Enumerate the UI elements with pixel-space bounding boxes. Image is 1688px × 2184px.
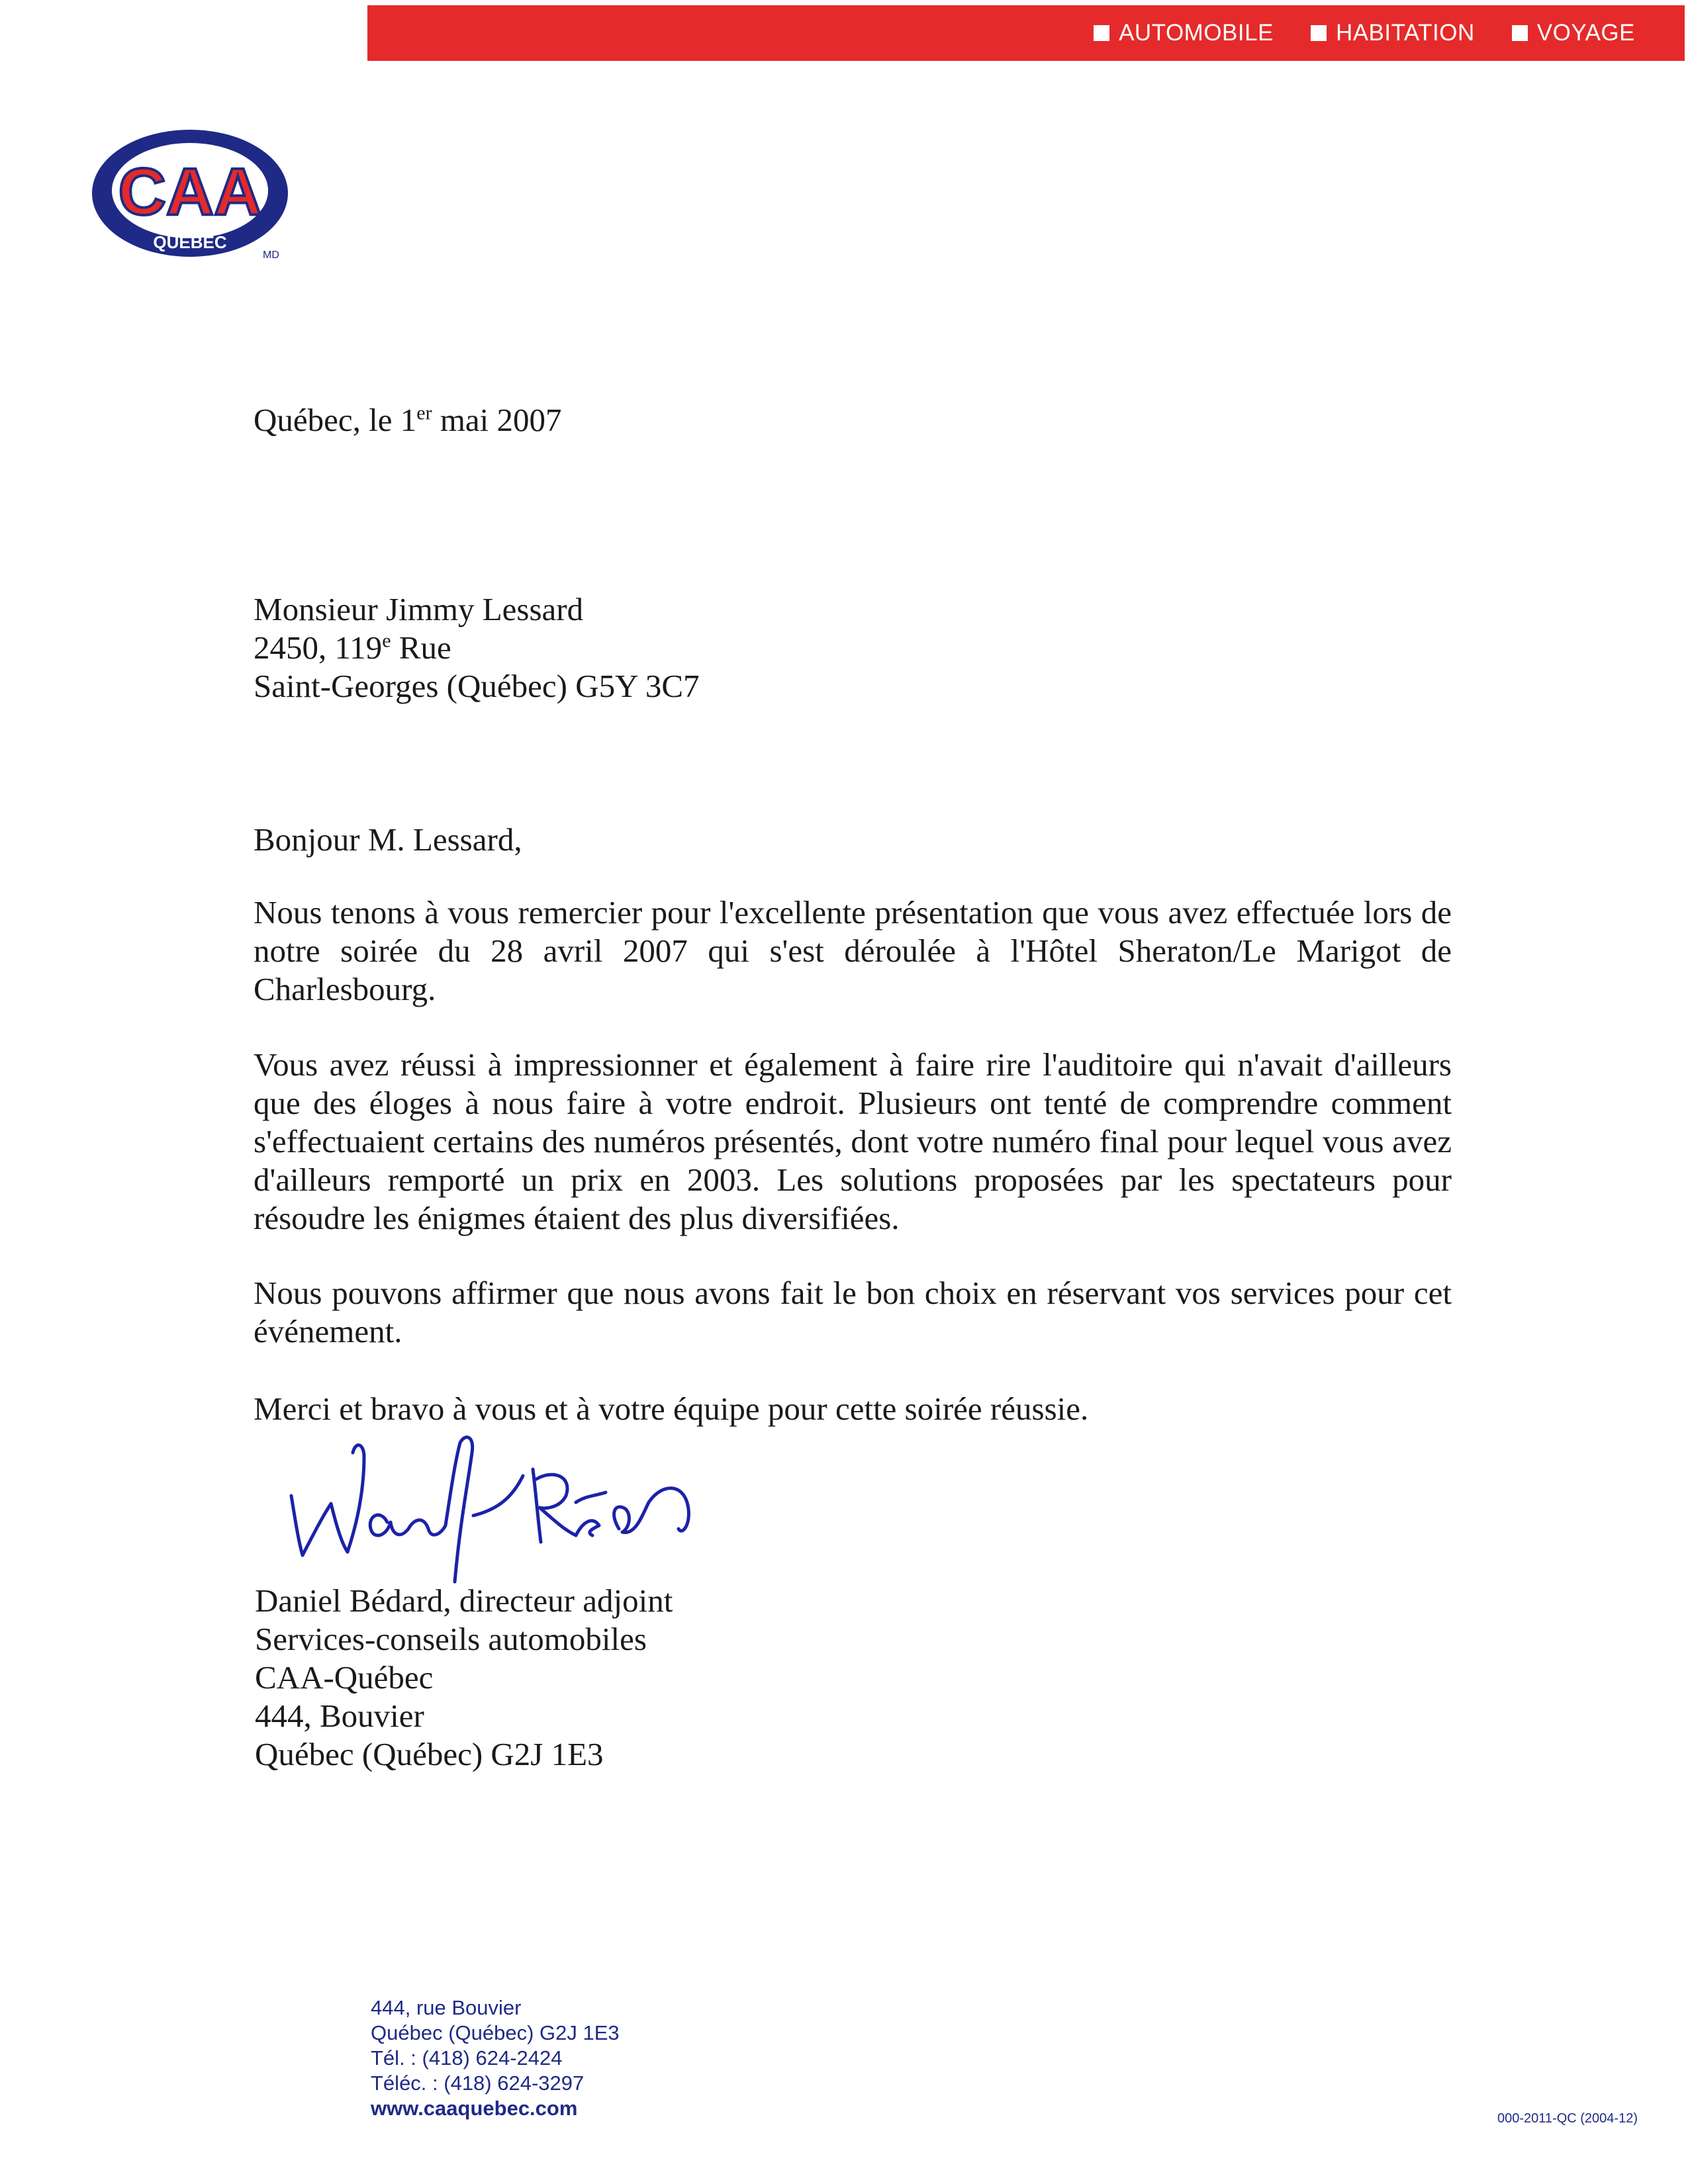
recipient-street: 2450, 119e Rue bbox=[254, 629, 451, 666]
nav-label: HABITATION bbox=[1335, 20, 1475, 46]
body-paragraph: Vous avez réussi à impressionner et également à faire rire l'auditoire qui n'avait d'ailleurs que des éloges à nous faire à votre endroit. Plusieurs ont tenté de comprendre comment s'effectuaient certains des numéros présentés, dont votre numéro final pour lequel vous avez d'ailleurs remporté un prix en 2003. Les solutions proposées par les spectateurs pour résoudre les énigmes étaient des plus diversifiées. bbox=[254, 1046, 1452, 1236]
body-paragraph: Merci et bravo à vous et à votre équipe pour cette soirée réussie. bbox=[254, 1390, 1089, 1427]
sender-name-title: Daniel Bédard, directeur adjoint bbox=[255, 1582, 673, 1619]
footer-street: 444, rue Bouvier bbox=[371, 1996, 522, 2019]
form-code: 000-2011-QC (2004-12) bbox=[1497, 2111, 1638, 2126]
svg-text:CAA: CAA bbox=[118, 155, 262, 229]
bullet-square-icon bbox=[1512, 25, 1528, 41]
svg-text:MD: MD bbox=[263, 250, 279, 261]
footer-address bbox=[371, 1995, 620, 2121]
recipient-address bbox=[254, 590, 700, 705]
sender-department: Services-conseils automobiles bbox=[255, 1621, 647, 1657]
sender-organization: CAA-Québec bbox=[255, 1659, 434, 1696]
bullet-square-icon bbox=[1094, 25, 1109, 41]
handwritten-signature bbox=[281, 1430, 758, 1595]
nav-label: VOYAGE bbox=[1536, 20, 1635, 46]
footer-website-link[interactable]: www.caaquebec.com bbox=[371, 2097, 578, 2120]
nav-voyage[interactable] bbox=[1512, 20, 1635, 46]
bullet-square-icon bbox=[1311, 25, 1327, 41]
nav-automobile[interactable] bbox=[1094, 20, 1274, 46]
sender-street: 444, Bouvier bbox=[255, 1698, 424, 1734]
nav-label: AUTOMOBILE bbox=[1119, 20, 1274, 46]
svg-text:QUÉBEC: QUÉBEC bbox=[153, 232, 227, 252]
salutation: Bonjour M. Lessard, bbox=[254, 821, 522, 858]
footer-city: Québec (Québec) G2J 1E3 bbox=[371, 2021, 620, 2044]
recipient-name: Monsieur Jimmy Lessard bbox=[254, 591, 584, 627]
sender-city: Québec (Québec) G2J 1E3 bbox=[255, 1736, 604, 1772]
sender-block bbox=[255, 1582, 673, 1774]
nav-habitation[interactable] bbox=[1311, 20, 1475, 46]
body-paragraph: Nous tenons à vous remercier pour l'excellente présentation que vous avez effectuée lors de notre soirée du 28 avril 2007 qui s'est déroulée à l'Hôtel Sheraton/Le Marigot de Charlesbourg. bbox=[254, 894, 1452, 1007]
body-paragraph: Nous pouvons affirmer que nous avons fait le bon choix en réservant vos services pour cet événement. bbox=[254, 1275, 1452, 1349]
letter-date: Québec, le 1er mai 2007 bbox=[254, 402, 562, 438]
footer-phone: Tél. : (418) 624-2424 bbox=[371, 2046, 563, 2070]
header-bar bbox=[367, 5, 1685, 61]
footer-fax: Téléc. : (418) 624-3297 bbox=[371, 2071, 585, 2095]
caa-quebec-logo bbox=[89, 127, 295, 269]
recipient-city: Saint-Georges (Québec) G5Y 3C7 bbox=[254, 668, 700, 704]
